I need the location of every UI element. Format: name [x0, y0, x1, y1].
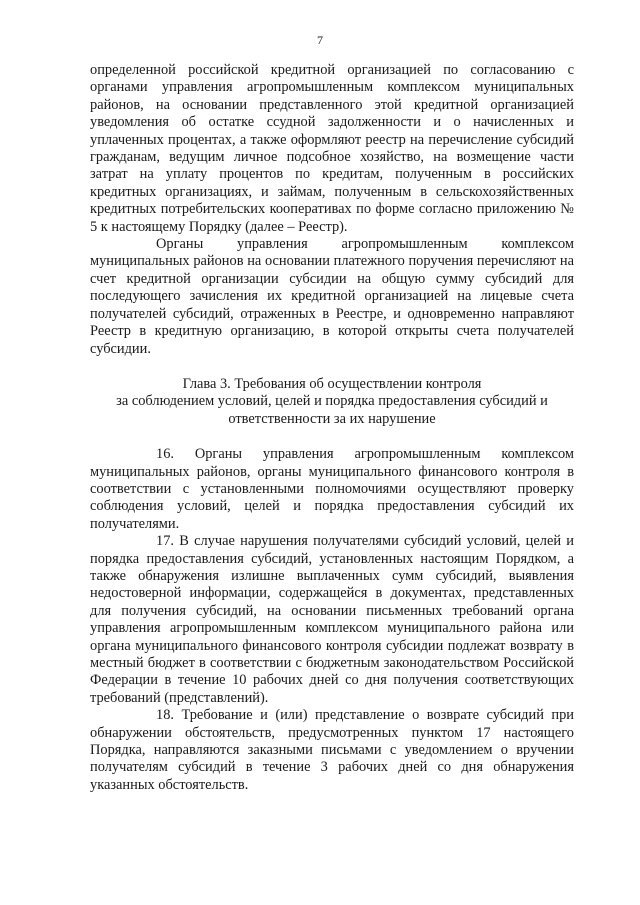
paragraph-continuation: определенной российской кредитной организацией по согласованию с органами управления агропромышленным комплексом муниципальных районов, на основании представленного этой кредитной организацией уведомления об остатке ссудной задолженности и о начисленных и уплаченных процентах, а также оформляют реестр на перечисление субсидий гражданам, ведущим личное подсобное хозяйство, на возмещение части затрат на уплату процентов по кредитам, полученным в российских кредитных организациях, и займам, полученным в сельскохозяйственных кредитных потребительских кооперативах по форме согласно приложению № 5 к настоящему Порядку (далее – Реестр).	[90, 62, 574, 235]
chapter-heading-line: за соблюдением условий, целей и порядка предоставления субсидий и	[116, 393, 548, 410]
chapter-heading-line: Глава 3. Требования об осуществлении контроля	[182, 375, 482, 392]
chapter-heading-line: ответственности за их нарушение	[228, 410, 436, 427]
paragraph-18: 18. Требование и (или) представление о возврате субсидий при обнаружении обстоятельств, предусмотренных пунктом 17 настоящего Порядка, направляются заказными письмами с уведомлением о вручении получателям субсидий в течение 3 рабочих дней со дня обнаружения указанных обстоятельств.	[90, 707, 574, 793]
chapter-heading	[90, 376, 574, 428]
paragraph-16: 16. Органы управления агропромышленным комплексом муниципальных районов, органы муниципального финансового контроля в соответствии с установленными полномочиями осуществляют проверку соблюдения условий, целей и порядка предоставления субсидий их получателями.	[90, 446, 574, 532]
page-number: 7	[317, 33, 323, 47]
document-body	[90, 62, 574, 794]
paragraph-transfer: Органы управления агропромышленным комплексом муниципальных районов на основании платежного поручения перечисляют на счет кредитной организации субсидии на общую сумму субсидий для последующего зачисления их кредитной организацией на лицевые счета получателей субсидий, отраженных в Реестре, и одновременно направляют Реестр в кредитную организацию, в которой открыты счета получателей субсидии.	[90, 236, 574, 357]
paragraph-17: 17. В случае нарушения получателями субсидий условий, целей и порядка предоставления субсидий, установленных настоящим Порядком, а также обнаружения излишне выплаченных сумм субсидий, выявления недостоверной информации, содержащейся в документах, представленных для получения субсидий, на основании письменных требований органа управления агропромышленным комплексом муниципального района или органа муниципального финансового контроля субсидии подлежат возврату в местный бюджет в соответствии с бюджетным законодательством Российской Федерации в течение 10 рабочих дней со дня получения соответствующих требований (представлений).	[90, 533, 574, 706]
